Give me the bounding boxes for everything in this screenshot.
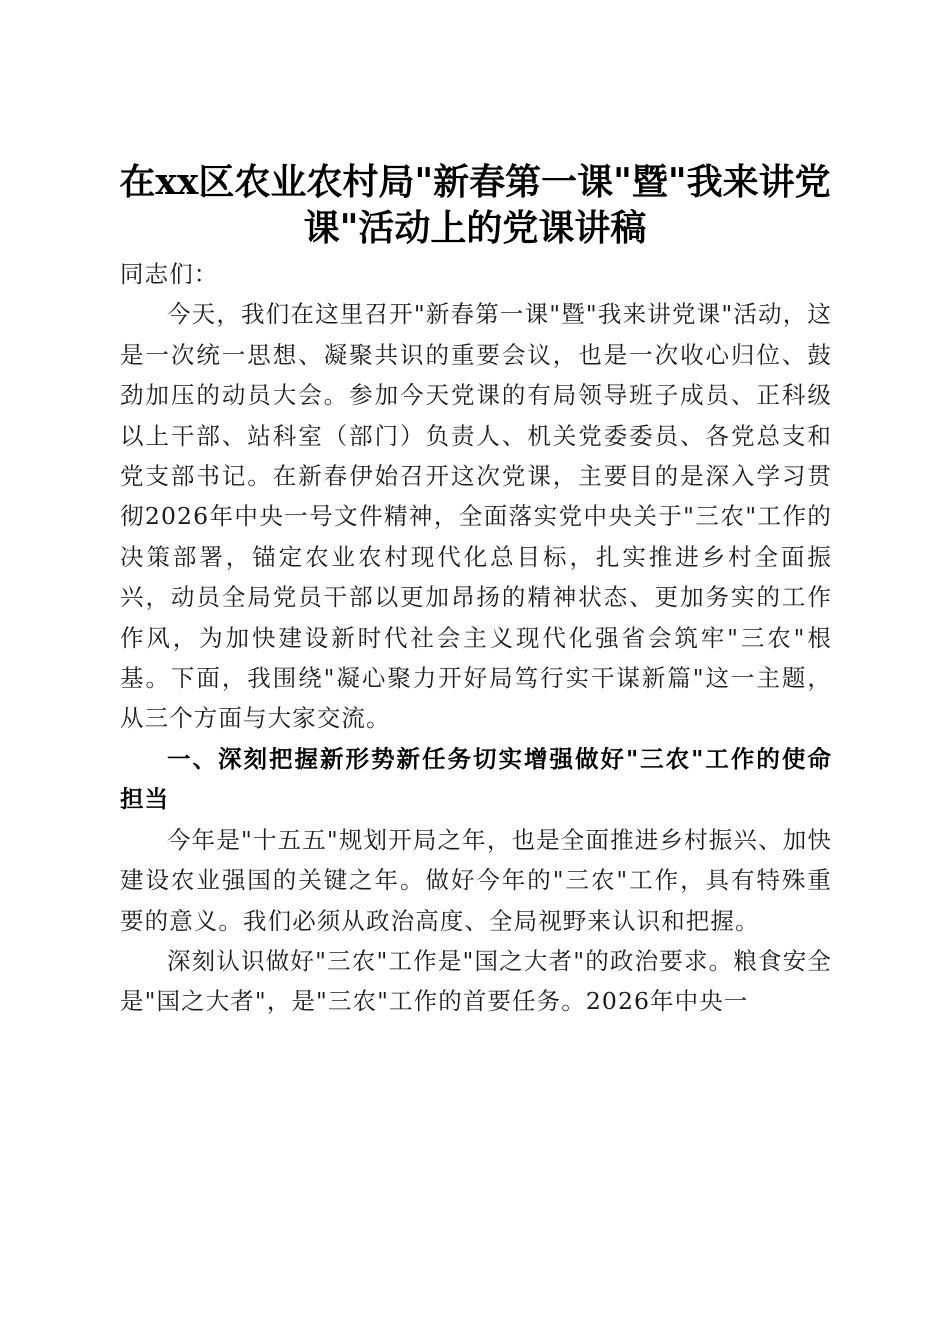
section-heading-1: 一、深刻把握新形势新任务切实增强做好"三农"工作的使命担当 <box>120 744 832 814</box>
paragraph-intro: 今天，我们在这里召开"新春第一课"暨"我来讲党课"活动，这是一次统一思想、凝聚共识的重要会议，也是一次收心归位、鼓劲加压的动员大会。参加今天党课的有局领导班子成员、正科级以上干部、站科室（部门）负责人、机关党委委员、各党总支和党支部书记。在新春伊始召开这次党课，主要目的是深入学习贯彻2026年中央一号文件精神，全面落实党中央关于"三农"工作的决策部署，锚定农业农村现代化总目标，扎实推进乡村全面振兴，动员全局党员干部以更加昂扬的精神状态、更加务实的工作作风，为加快建设新时代社会主义现代化强省会筑牢"三农"根基。下面，我围绕"凝心聚力开好局笃行实干谋新篇"这一主题，从三个方面与大家交流。 <box>120 300 832 733</box>
paragraph-section1-2: 深刻认识做好"三农"工作是"国之大者"的政治要求。粮食安全是"国之大者"，是"三农"工作的首要任务。2026年中央一 <box>120 946 832 1016</box>
salutation: 同志们： <box>120 260 219 288</box>
paragraph-section1-1: 今年是"十五五"规划开局之年，也是全面推进乡村振兴、加快建设农业强国的关键之年。做好今年的"三农"工作，具有特殊重要的意义。我们必须从政治高度、全局视野来认识和把握。 <box>120 825 832 935</box>
document-body <box>120 254 832 1022</box>
document-title: 在xx区农业农村局"新春第一课"暨"我来讲党课"活动上的党课讲稿 <box>119 161 831 250</box>
